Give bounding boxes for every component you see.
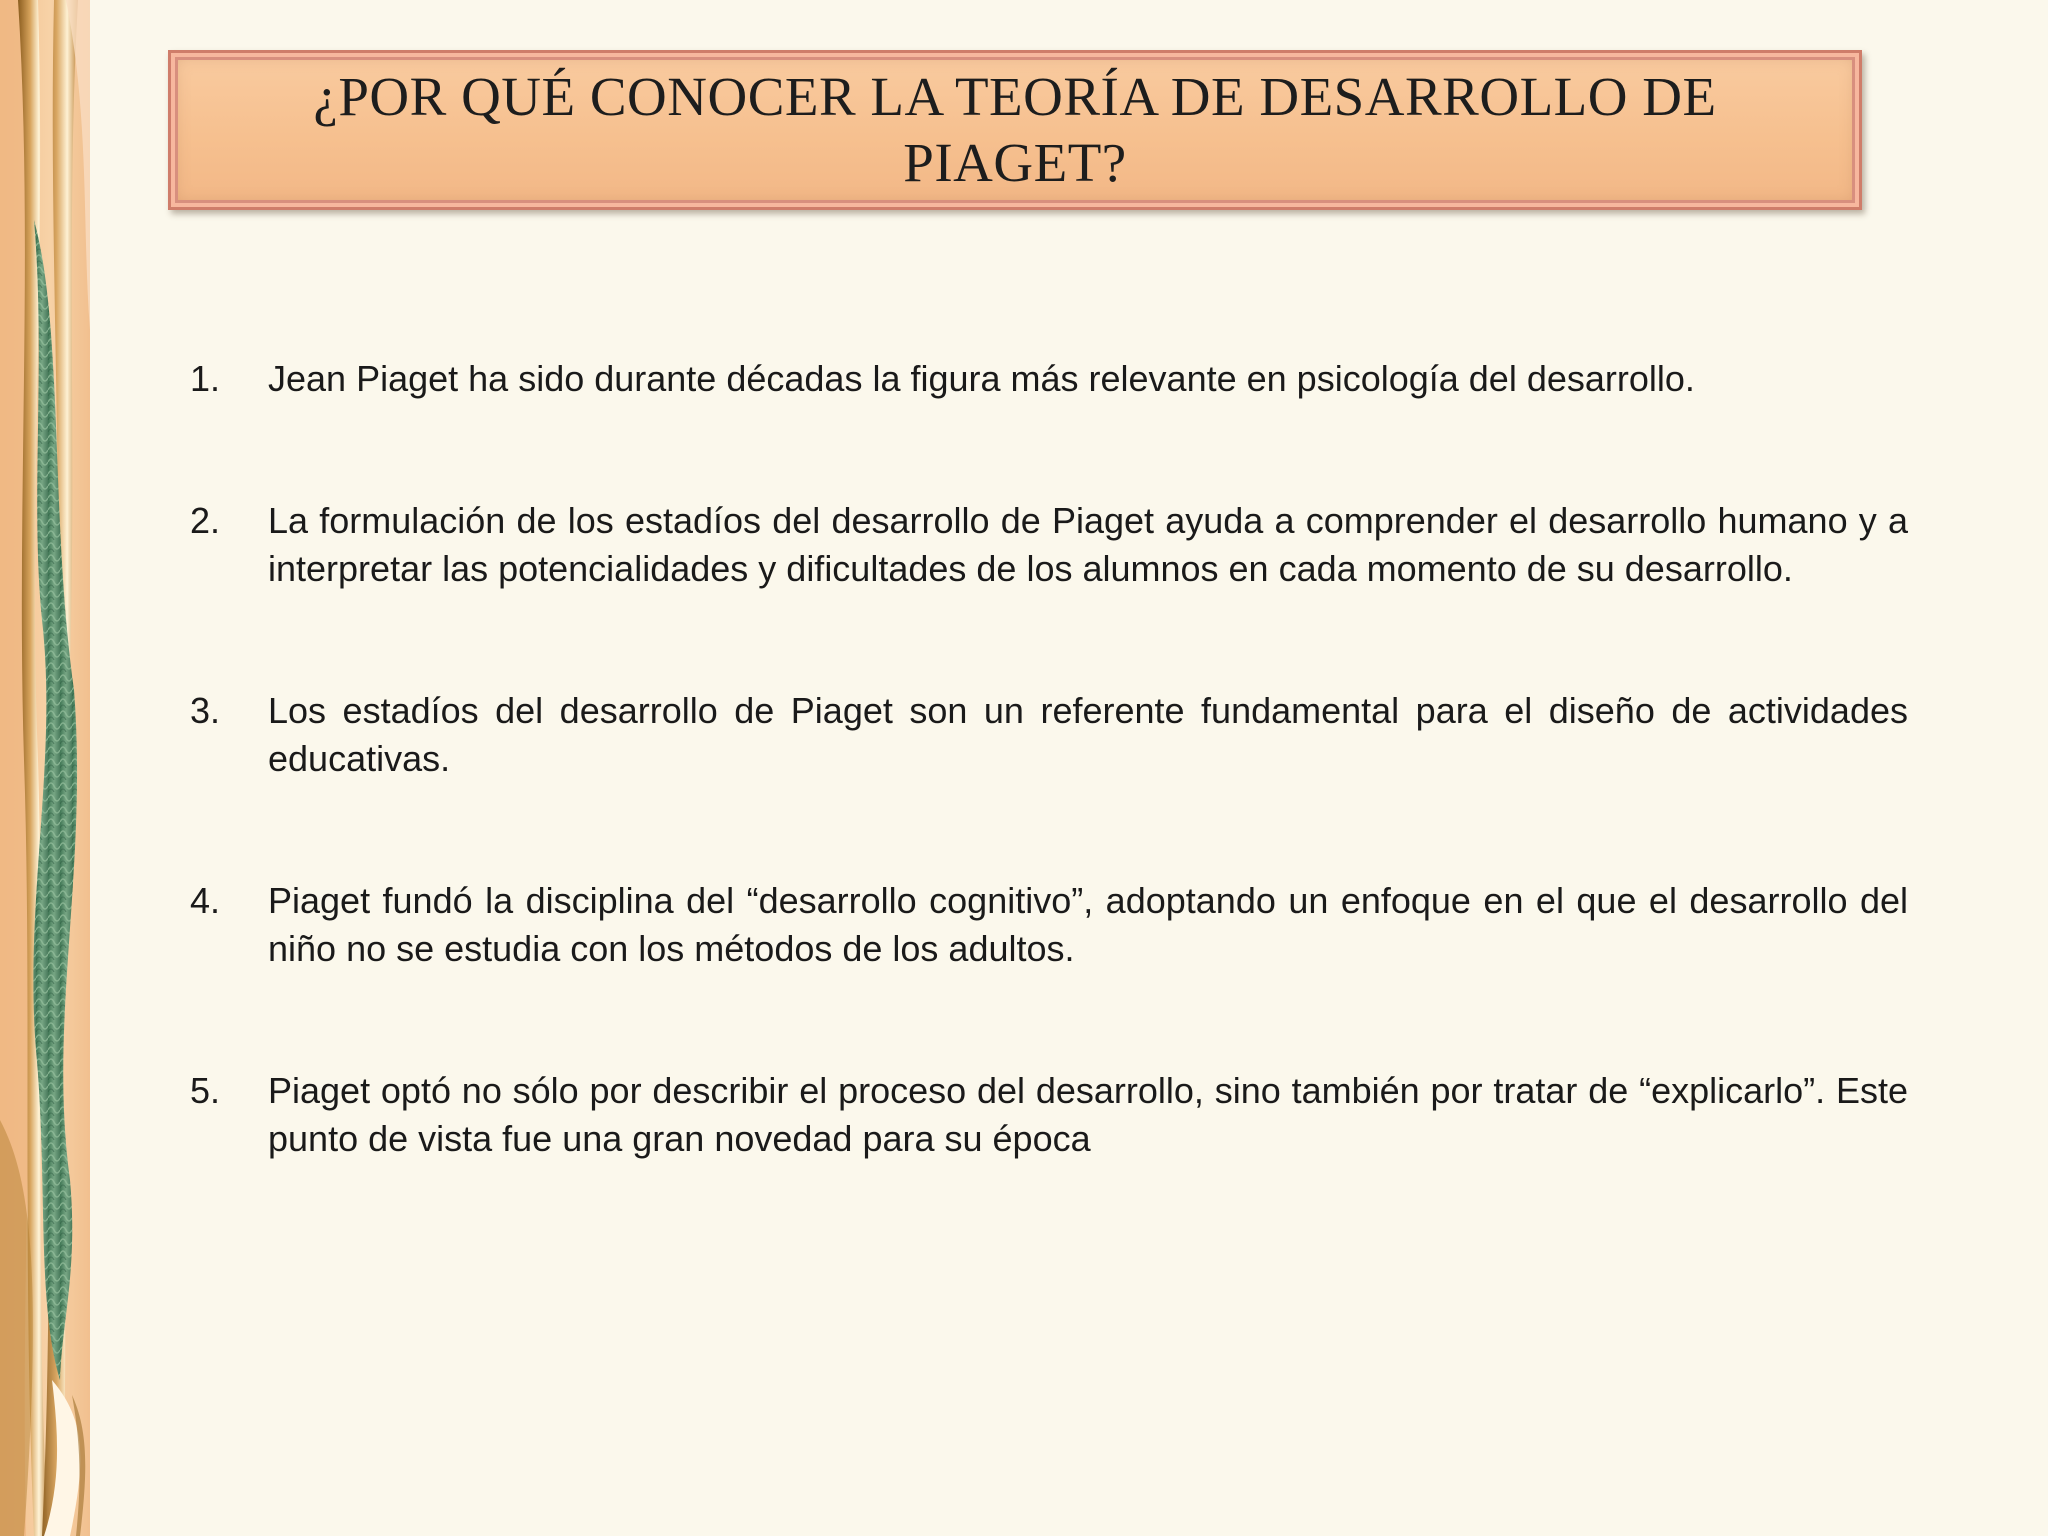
title-box	[168, 50, 1862, 210]
reasons-list	[190, 355, 1908, 1163]
item-number: 5.	[190, 1070, 221, 1111]
list-item	[190, 1067, 1908, 1163]
item-number: 4.	[190, 880, 221, 921]
list-item	[190, 497, 1908, 593]
list-item	[190, 355, 1908, 403]
item-number: 3.	[190, 690, 221, 731]
item-text: Piaget fundó la disciplina del “desarrollo cognitivo”, adoptando un enfoque en el que el desarrollo del niño no se estudia con los métodos de los adultos.	[268, 880, 1908, 969]
item-text: Los estadíos del desarrollo de Piaget son un referente fundamental para el diseño de actividades educativas.	[268, 690, 1908, 779]
item-text: Jean Piaget ha sido durante décadas la figura más relevante en psicología del desarrollo.	[268, 358, 1695, 399]
item-number: 1.	[190, 358, 221, 399]
item-text: La formulación de los estadíos del desarrollo de Piaget ayuda a comprender el desarrollo humano y a interpretar las potencialidades y dificultades de los alumnos en cada momento de su desarrollo.	[268, 500, 1908, 589]
list-item	[190, 687, 1908, 783]
decorative-left-border	[0, 0, 90, 1536]
slide-title: ¿POR QUÉ CONOCER LA TEORÍA DE DESARROLLO DE PIAGET?	[313, 66, 1717, 193]
item-text: Piaget optó no sólo por describir el proceso del desarrollo, sino también por tratar de “explicarlo”. Este punto de vista fue una gran novedad para su época	[268, 1070, 1908, 1159]
item-number: 2.	[190, 500, 221, 541]
list-item	[190, 877, 1908, 973]
